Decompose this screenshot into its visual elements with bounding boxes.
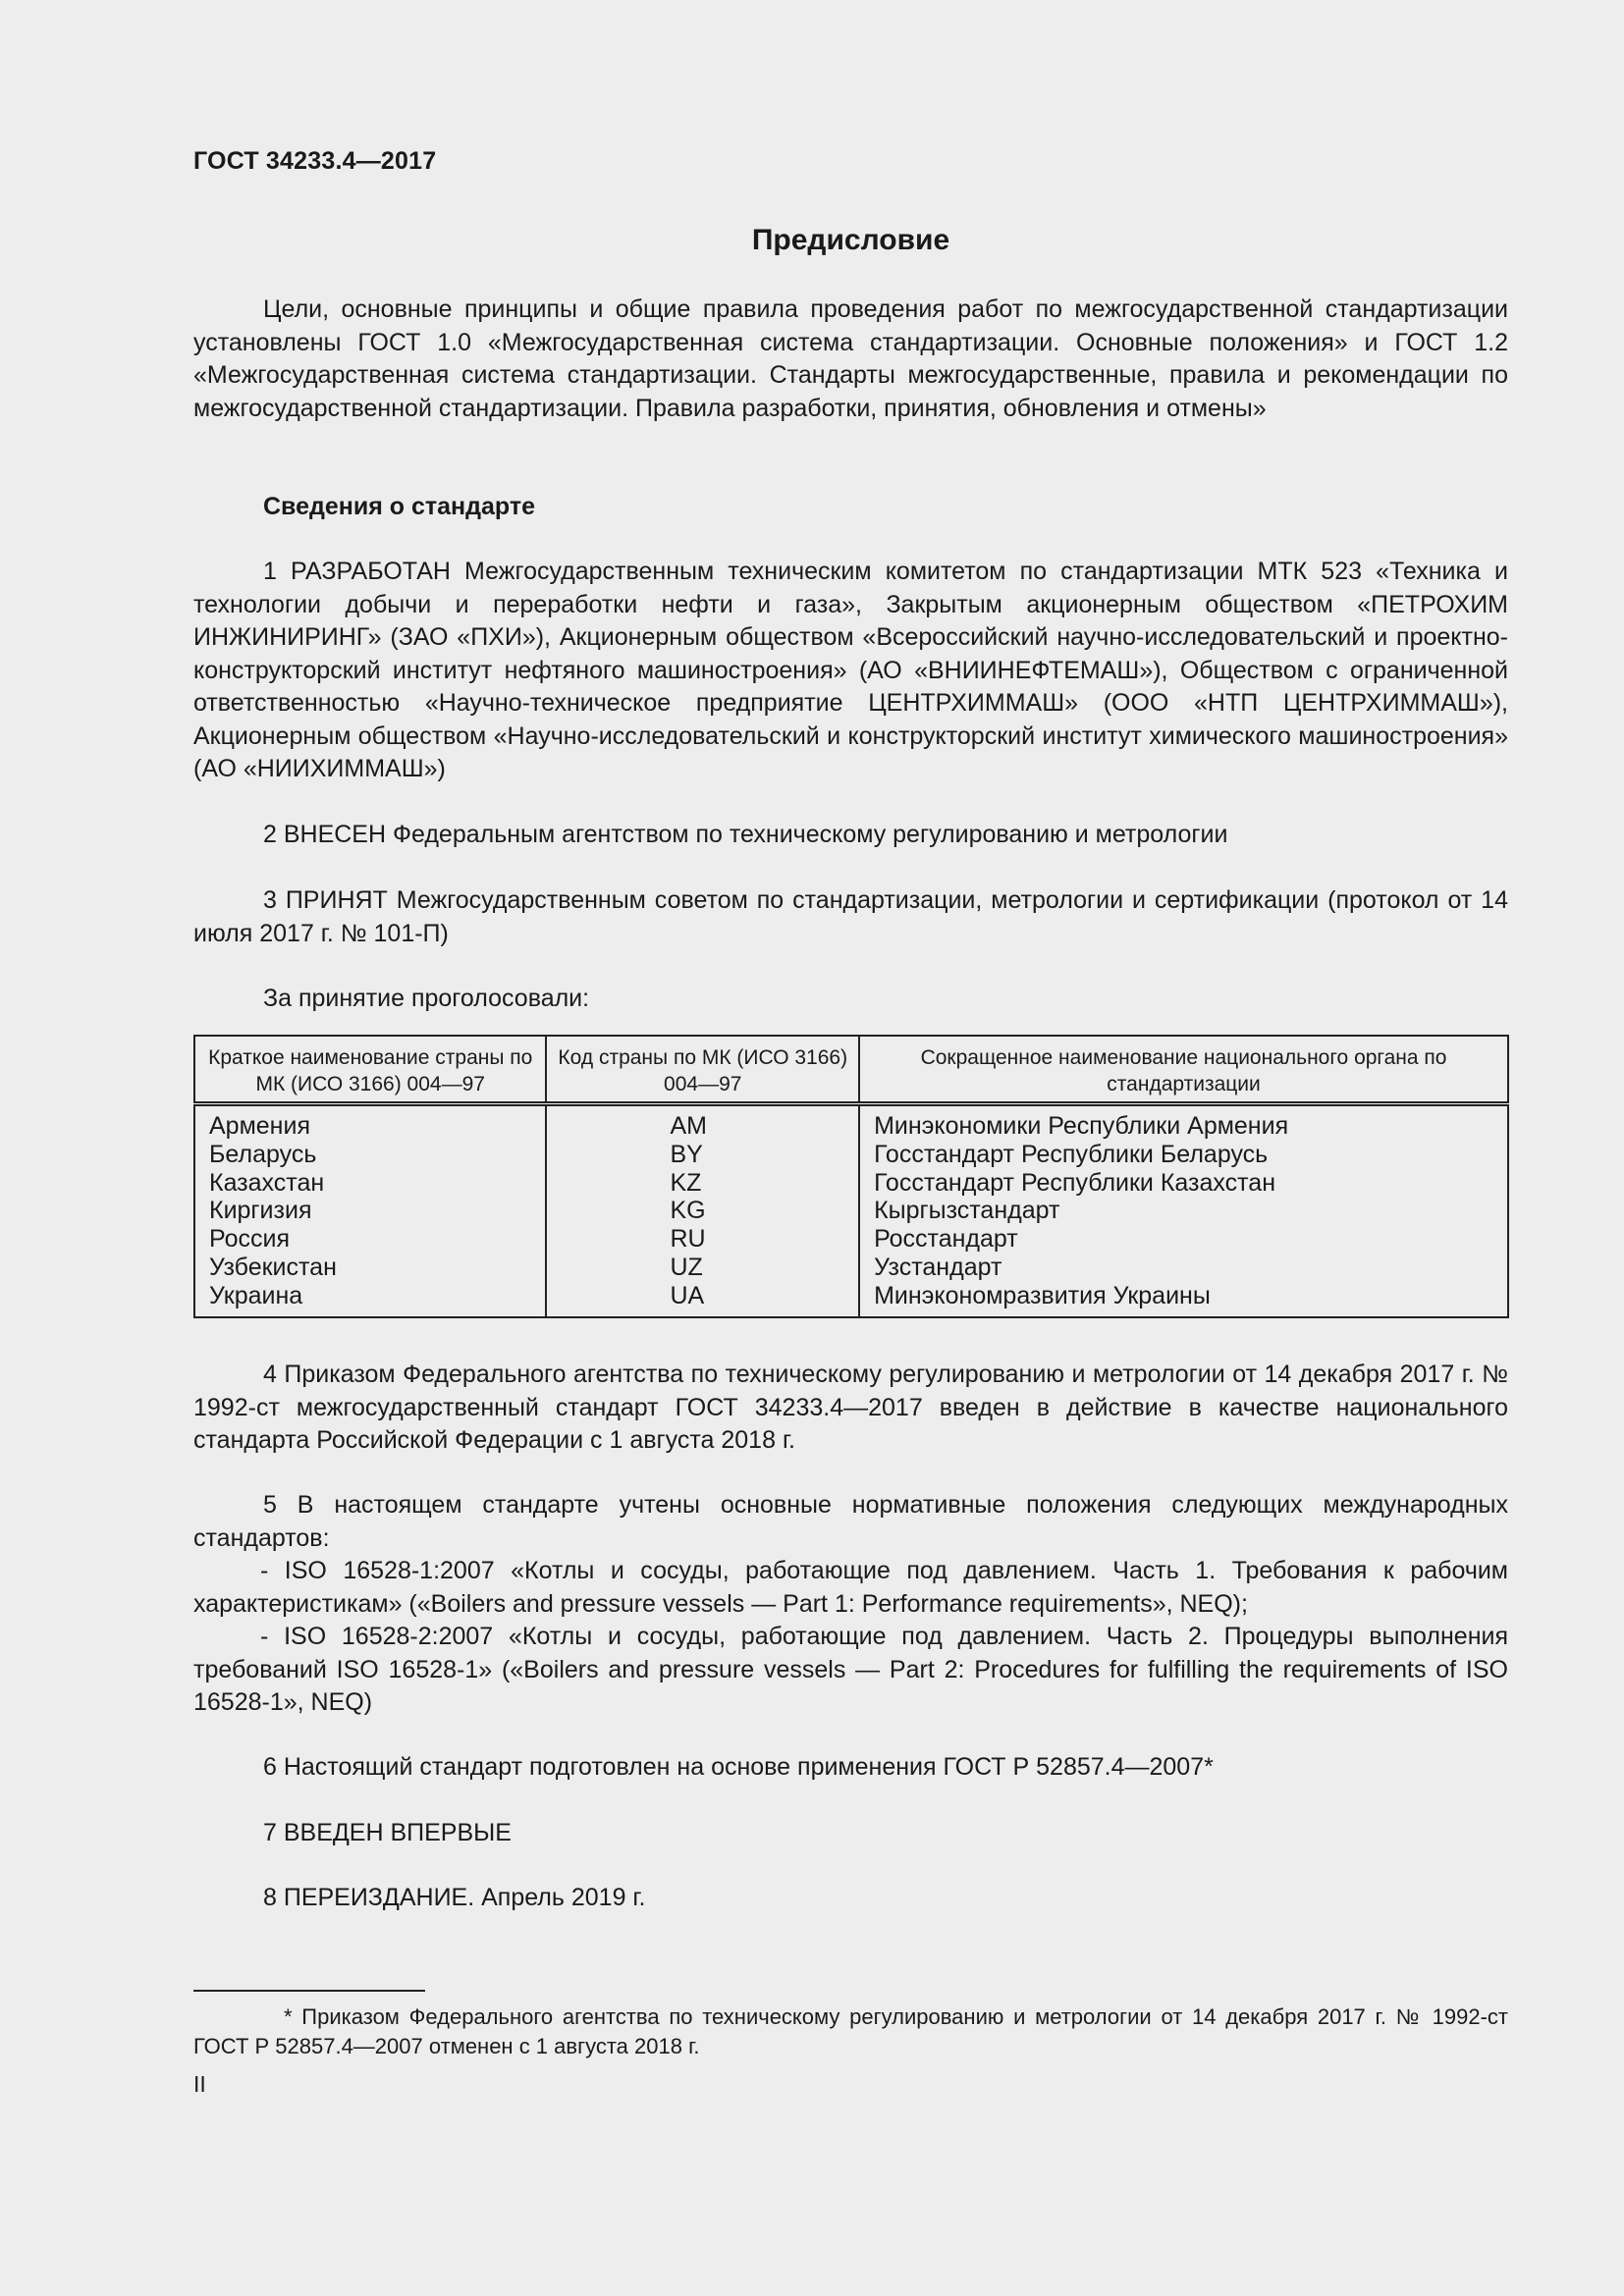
table-row bbox=[194, 1197, 1508, 1225]
cell-code: BY bbox=[546, 1141, 859, 1169]
item-intl-intro: 5 В настоящем стандарте учтены основные нормативные положения следующих международных стандартов: bbox=[193, 1491, 1508, 1552]
item-first bbox=[193, 1817, 1508, 1850]
item-adopted bbox=[193, 884, 1508, 950]
cell-body: Узстандарт bbox=[859, 1254, 1508, 1282]
cell-country: Украина bbox=[194, 1282, 546, 1317]
cell-country: Армения bbox=[194, 1104, 546, 1141]
item-international bbox=[193, 1489, 1508, 1720]
item-developed-text: 1 РАЗРАБОТАН Межгосударственным техническим комитетом по стандартизации МТК 523 «Техника и технологии добычи и переработки нефти и газа», Закрытым акционерным обществом «ПЕТРОХИМ ИНЖИНИРИНГ» (ЗАО «ПХИ»), Акционерным обществом «Всероссийский научно-исследовательский и проектно-конструкторский институт нефтяного машиностроения» (АО «ВНИИНЕФТЕМАШ»), Обществом с ограниченной ответственностью «Научно-техническое предприятие ЦЕНТРХИММАШ» (ООО «НТП ЦЕНТРХИММАШ»), Акционерным обществом «Научно-исследовательский и конструкторский институт химического машиностроения» (АО «НИИХИММАШ») bbox=[193, 558, 1508, 782]
item-reissue-text: 8 ПЕРЕИЗДАНИЕ. Апрель 2019 г. bbox=[263, 1884, 646, 1911]
item-basis-text: 6 Настоящий стандарт подготовлен на основе применения ГОСТ Р 52857.4—2007* bbox=[263, 1753, 1214, 1781]
item-reissue bbox=[193, 1882, 1508, 1915]
intro-paragraph-block bbox=[193, 294, 1508, 425]
table-row bbox=[194, 1225, 1508, 1254]
cell-country: Россия bbox=[194, 1225, 546, 1254]
header-code: Код страны по МК (ИСО 3166) 004—97 bbox=[546, 1036, 859, 1104]
voted-label-text: За принятие проголосовали: bbox=[263, 985, 590, 1012]
cell-code: KZ bbox=[546, 1169, 859, 1198]
table-header-row bbox=[194, 1036, 1508, 1104]
cell-body: Госстандарт Республики Казахстан bbox=[859, 1169, 1508, 1198]
cell-country: Киргизия bbox=[194, 1197, 546, 1225]
cell-code: RU bbox=[546, 1225, 859, 1254]
header-body: Сокращенное наименование национального органа по стандартизации bbox=[859, 1036, 1508, 1104]
page-number: II bbox=[193, 2071, 206, 2097]
item-intl-1: - ISO 16528-1:2007 «Котлы и сосуды, работающие под давлением. Часть 1. Требования к рабочим характеристикам» («Boilers and pressure vessels — Part 1: Performance requirements», NEQ); bbox=[193, 1557, 1508, 1618]
item-developed bbox=[193, 556, 1508, 786]
table-row bbox=[194, 1104, 1508, 1141]
cell-code: UZ bbox=[546, 1254, 859, 1282]
intro-paragraph: Цели, основные принципы и общие правила проведения работ по межгосударственной стандартизации установлены ГОСТ 1.0 «Межгосударственная система стандартизации. Основные положения» и ГОСТ 1.2 «Межгосударственная система стандартизации. Стандарты межгосударственные, правила и рекомендации по межгосударственной стандартизации. Правила разработки, принятия, обновления и отмены» bbox=[193, 295, 1508, 422]
cell-country: Узбекистан bbox=[194, 1254, 546, 1282]
section-heading: Сведения о стандарте bbox=[263, 493, 536, 520]
cell-body: Минэкономики Республики Армения bbox=[859, 1104, 1508, 1141]
cell-body: Росстандарт bbox=[859, 1225, 1508, 1254]
cell-body: Госстандарт Республики Беларусь bbox=[859, 1141, 1508, 1169]
table-row bbox=[194, 1282, 1508, 1317]
item-basis bbox=[193, 1751, 1508, 1785]
item-intl-2: - ISO 16528-2:2007 «Котлы и сосуды, работающие под давлением. Часть 2. Процедуры выполнения требований ISO 16528-1» («Boilers and pressure vessels — Part 2: Procedures for fulfilling the requirements of ISO 16528-1», NEQ) bbox=[193, 1623, 1508, 1716]
cell-country: Беларусь bbox=[194, 1141, 546, 1169]
document-code: ГОСТ 34233.4—2017 bbox=[193, 147, 437, 175]
table-row bbox=[194, 1169, 1508, 1198]
item-adopted-text: 3 ПРИНЯТ Межгосударственным советом по стандартизации, метрологии и сертификации (протокол от 14 июля 2017 г. № 101-П) bbox=[193, 886, 1508, 947]
footnote: * Приказом Федерального агентства по техническому регулированию и метрологии от 14 декабря 2017 г. № 1992-ст ГОСТ Р 52857.4—2007 отменен с 1 августа 2018 г. bbox=[193, 2004, 1508, 2058]
table-row bbox=[194, 1141, 1508, 1169]
cell-code: KG bbox=[546, 1197, 859, 1225]
cell-body: Минэкономразвития Украины bbox=[859, 1282, 1508, 1317]
item-first-text: 7 ВВЕДЕН ВПЕРВЫЕ bbox=[263, 1819, 512, 1846]
cell-code: AM bbox=[546, 1104, 859, 1141]
header-country: Краткое наименование страны по МК (ИСО 3166) 004—97 bbox=[194, 1036, 546, 1104]
cell-country: Казахстан bbox=[194, 1169, 546, 1198]
item-order bbox=[193, 1359, 1508, 1458]
table-row bbox=[194, 1254, 1508, 1282]
item-introduced bbox=[193, 819, 1508, 852]
footnote-divider bbox=[193, 1990, 425, 1992]
cell-code: UA bbox=[546, 1282, 859, 1317]
item-order-text: 4 Приказом Федерального агентства по техническому регулированию и метрологии от 14 декабря 2017 г. № 1992-ст межгосударственный стандарт ГОСТ 34233.4—2017 введен в действие в качестве национального стандарта Российской Федерации с 1 августа 2018 г. bbox=[193, 1361, 1508, 1454]
item-introduced-text: 2 ВНЕСЕН Федеральным агентством по техническому регулированию и метрологии bbox=[263, 821, 1228, 848]
cell-body: Кыргызстандарт bbox=[859, 1197, 1508, 1225]
page-title: Предисловие bbox=[751, 224, 950, 256]
voting-table bbox=[193, 1035, 1509, 1318]
item-voted-label bbox=[193, 983, 1508, 1016]
